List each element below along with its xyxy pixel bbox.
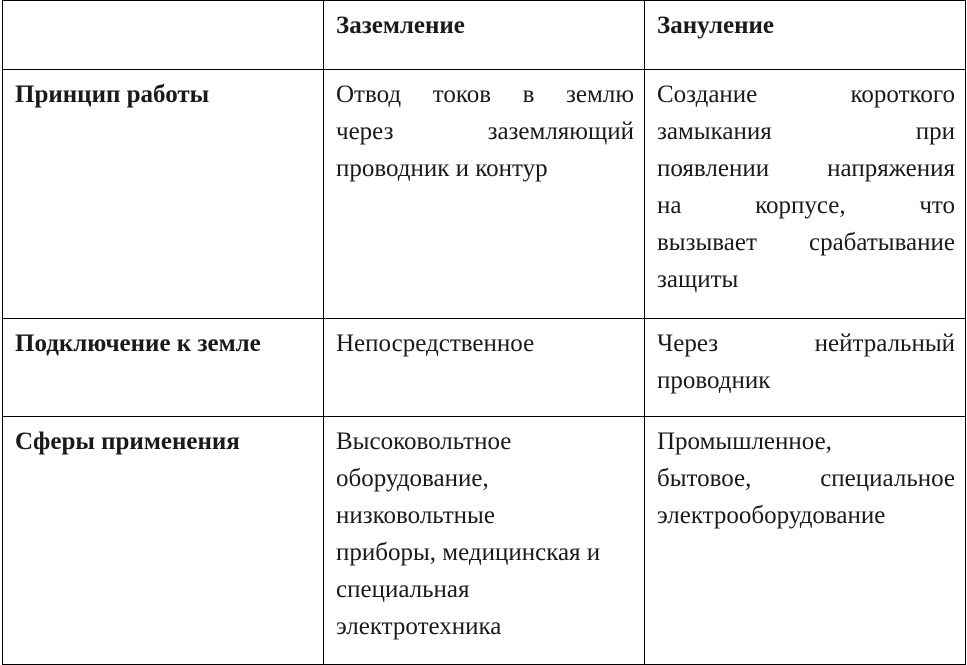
cell-line: защиты xyxy=(657,266,739,293)
header-cell-empty xyxy=(3,1,324,70)
cell-line: Через нейтральный xyxy=(657,330,955,357)
comparison-table xyxy=(2,0,966,665)
row-label-principle: Принцип работы xyxy=(3,70,324,319)
cell-line: бытовое, специальное xyxy=(657,465,955,492)
cell-principle-neutralizing xyxy=(645,70,966,319)
cell-line: электрооборудование xyxy=(657,502,886,529)
cell-line: через заземляющий xyxy=(336,118,634,145)
header-cell-grounding: Заземление xyxy=(324,1,645,70)
cell-line: Создание короткого xyxy=(657,81,955,108)
cell-applications-neutralizing xyxy=(645,417,966,665)
cell-line: специальная xyxy=(336,576,470,603)
row-label-applications: Сферы применения xyxy=(3,417,324,665)
cell-line: Промышленное, xyxy=(657,428,832,455)
cell-principle-grounding xyxy=(324,70,645,319)
cell-line: Высоковольтное xyxy=(336,428,512,455)
cell-line: оборудование, xyxy=(336,465,489,492)
header-cell-neutralizing: Зануление xyxy=(645,1,966,70)
cell-line: приборы, медицинская и xyxy=(336,539,601,566)
cell-line: низковольтные xyxy=(336,502,495,529)
cell-line: Отвод токов в землю xyxy=(336,81,634,108)
cell-line: проводник и контур xyxy=(336,155,548,182)
cell-line: на корпусе, что xyxy=(657,192,955,219)
cell-applications-grounding xyxy=(324,417,645,665)
table-row xyxy=(3,319,966,417)
cell-line: электротехника xyxy=(336,613,502,640)
table-header-row xyxy=(3,1,966,70)
table-row xyxy=(3,70,966,319)
cell-connection-grounding xyxy=(324,319,645,417)
cell-connection-neutralizing xyxy=(645,319,966,417)
row-label-connection: Подключение к земле xyxy=(3,319,324,417)
cell-line: вызывает срабатывание xyxy=(657,229,955,256)
cell-line: проводник xyxy=(657,367,771,394)
cell-line: замыкания при xyxy=(657,118,955,145)
table-row xyxy=(3,417,966,665)
cell-line: появлении напряжения xyxy=(657,155,955,182)
cell-line: Непосредственное xyxy=(336,330,535,357)
